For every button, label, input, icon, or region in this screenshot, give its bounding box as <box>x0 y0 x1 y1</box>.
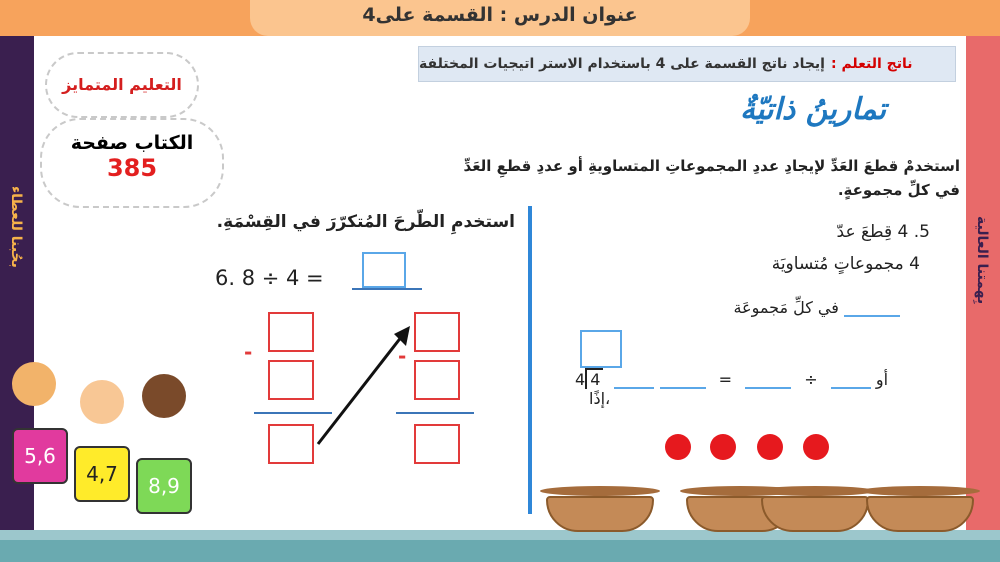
right-sidebar <box>966 36 1000 562</box>
counter-3[interactable] <box>757 434 783 460</box>
sub-box-1c[interactable] <box>268 424 314 464</box>
problem-5-line-2 <box>700 254 920 274</box>
or-word: أو <box>875 370 889 389</box>
blank-a[interactable] <box>614 385 654 389</box>
problem-5-line-3 <box>650 298 900 317</box>
left-sidebar-text: بحُبنا للعطاء <box>8 186 24 268</box>
exercise-heading: تمارينُ ذاتيّةٌ <box>740 92 887 127</box>
per-group-blank[interactable] <box>844 313 900 317</box>
exercise-instructions: استخدمْ قطعَ العَدِّ لإيجادِ عددِ المجموعاتِ المتساويةِ أو عددِ قطعِ العَدِّ في كلِّ مجموعةٍ. <box>463 157 960 199</box>
arrow-icon <box>310 322 420 452</box>
problem-5-counters-text: قِطعَ عدّ <box>836 222 893 242</box>
basket-1[interactable] <box>540 486 660 532</box>
kid-card-2: 4,7 <box>74 446 130 502</box>
book-page-number: 385 <box>106 154 158 182</box>
brand-cloud <box>45 52 199 118</box>
counter-2[interactable] <box>710 434 736 460</box>
kid-1-avatar <box>12 362 56 406</box>
minus-sign-2: - <box>398 344 407 368</box>
kid-card-3: 8,9 <box>136 458 192 514</box>
repeated-subtraction-label: استخدمِ الطّرحَ المُتكرّرَ في القِسْمَةِ. <box>216 212 515 232</box>
kid-3-avatar <box>142 374 186 418</box>
blank-b[interactable] <box>831 385 871 389</box>
sub-box-1b[interactable] <box>268 360 314 400</box>
therefore-word: إذًا، <box>589 389 611 408</box>
basket-3[interactable] <box>755 486 875 532</box>
division-sign: ÷ <box>804 370 818 389</box>
counter-4[interactable] <box>803 434 829 460</box>
answer-underline-6 <box>352 288 422 290</box>
objective-label: ناتج التعلم : <box>830 56 913 72</box>
basket-4[interactable] <box>860 486 980 532</box>
sub-line-2 <box>396 412 474 414</box>
brand-name: التعليم المتمايز <box>62 75 182 94</box>
problem-5-count: 4 <box>897 222 909 242</box>
sub-box-2b[interactable] <box>414 360 460 400</box>
problem-5-groups-count: 4 <box>909 254 920 274</box>
problem-5-line-1 <box>720 222 930 242</box>
learning-objective <box>418 46 956 82</box>
bottom-band <box>0 540 1000 562</box>
problem-5-equation <box>575 370 925 408</box>
kid-card-1: 5,6 <box>12 428 68 484</box>
blank-c[interactable] <box>745 385 791 389</box>
sub-box-2a[interactable] <box>414 312 460 352</box>
minus-sign-1: - <box>244 340 253 364</box>
right-sidebar-text: بِهمتنا العالية <box>974 216 990 305</box>
long-division-answer-box[interactable] <box>580 330 622 368</box>
per-group-text: في كلِّ مَجموعَة <box>733 298 839 317</box>
book-page-cloud <box>40 118 224 208</box>
problem-6-equation: 6. 8 ÷ 4 = <box>215 266 324 290</box>
blank-d[interactable] <box>660 385 706 389</box>
equals-sign: = <box>718 370 733 389</box>
sub-box-2c[interactable] <box>414 424 460 464</box>
objective-text: إيجاد ناتج القسمة على 4 باستخدام الاستر اتيجيات المختلفة <box>419 56 825 72</box>
counter-1[interactable] <box>665 434 691 460</box>
book-page-label: الكتاب صفحة <box>70 132 194 154</box>
lesson-title: عنوان الدرس : القسمة على4 <box>362 4 638 26</box>
long-division: 4 4 <box>575 370 603 389</box>
section-divider <box>528 206 532 514</box>
problem-5-number: 5. <box>913 222 930 242</box>
sub-box-1a[interactable] <box>268 312 314 352</box>
kid-2-avatar <box>80 380 124 424</box>
problem-5-groups-text: مجموعاتٍ مُتساويَة <box>771 254 904 274</box>
answer-box-6[interactable] <box>362 252 406 288</box>
